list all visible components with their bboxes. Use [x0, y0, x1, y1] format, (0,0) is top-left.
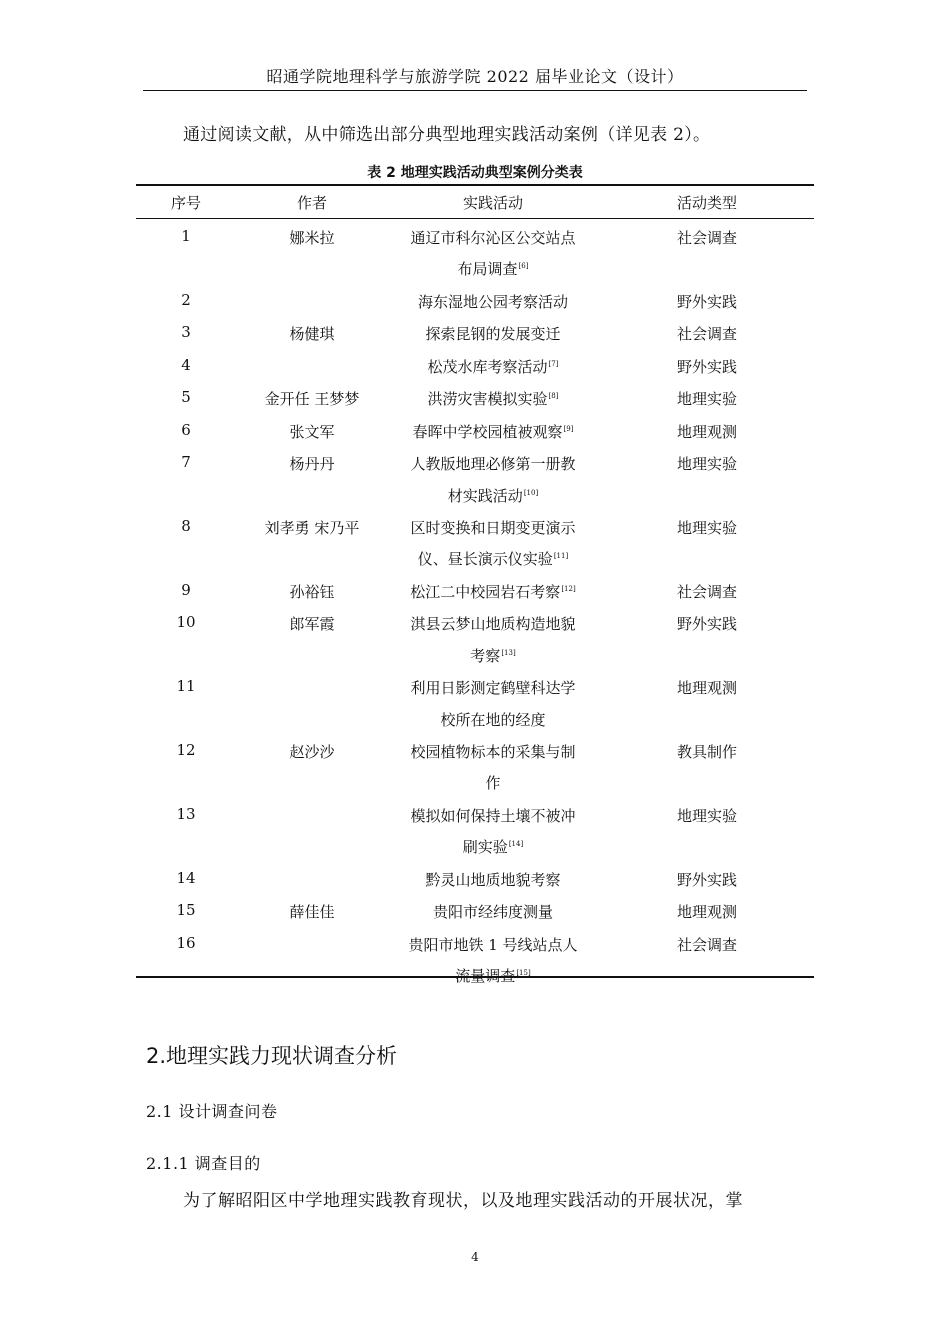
row-activity-line	[393, 291, 593, 312]
row-activity-line	[393, 517, 593, 538]
row-number: 13	[176, 804, 196, 823]
row-activity-line	[393, 421, 593, 442]
citation-ref: [13]	[501, 648, 516, 657]
table-top-rule	[136, 184, 814, 186]
row-number: 4	[181, 355, 191, 374]
row-type: 地理实验	[676, 806, 737, 825]
row-activity-line	[393, 677, 593, 698]
activity-text: 春晖中学校园植被观察	[412, 422, 563, 441]
row-activity-line	[393, 934, 593, 955]
subsubsection-heading: 2.1.1 调查目的	[146, 1154, 261, 1173]
row-type: 野外实践	[676, 870, 737, 889]
page-number: 4	[471, 1250, 479, 1264]
column-header-type: 活动类型	[676, 194, 737, 212]
activity-text: 利用日影测定鹤壁科达学	[410, 679, 576, 698]
row-activity-line	[393, 227, 593, 248]
activity-text: 松茂水库考察活动	[427, 357, 548, 376]
row-number: 12	[176, 741, 196, 759]
row-author: 赵沙沙	[289, 743, 335, 761]
row-type: 野外实践	[676, 357, 737, 376]
column-header-no: 序号	[170, 194, 201, 212]
column-header-activity: 实践活动	[462, 194, 523, 212]
citation-ref: [11]	[553, 552, 569, 561]
row-number: 14	[176, 868, 196, 887]
table-bottom-rule	[136, 976, 814, 978]
citation-ref: [9]	[563, 424, 574, 433]
row-number: 15	[176, 901, 196, 920]
row-number: 3	[181, 323, 191, 342]
row-author: 杨丹丹	[289, 455, 335, 474]
row-activity-line	[393, 772, 593, 793]
row-type: 野外实践	[676, 615, 737, 634]
row-activity-line	[393, 645, 593, 666]
row-activity-line	[393, 709, 593, 730]
row-type: 地理观测	[676, 679, 737, 698]
citation-ref: [12]	[561, 584, 576, 593]
body-paragraph: 为了解昭阳区中学地理实践教育现状，以及地理实践活动的开展状况，掌	[183, 1191, 743, 1211]
row-author: 娜米拉	[289, 229, 335, 247]
running-header: 昭通学院地理科学与旅游学院 2022 届毕业论文（设计）	[266, 67, 684, 86]
activity-text: 贵阳市地铁 1 号线站点人	[408, 935, 578, 954]
activity-text: 洪涝灾害模拟实验	[427, 390, 548, 409]
row-type: 教具制作	[676, 743, 737, 761]
row-activity-line	[393, 836, 593, 857]
row-type: 地理实验	[676, 519, 737, 538]
activity-text: 刷实验	[462, 838, 508, 857]
row-number: 16	[176, 933, 196, 952]
activity-text: 探索昆钢的发展变迁	[425, 325, 561, 344]
activity-text: 布局调查	[457, 260, 518, 279]
row-activity-line	[393, 548, 593, 569]
row-activity-line	[393, 741, 593, 762]
section-heading: 2.地理实践力现状调查分析	[146, 1044, 398, 1068]
activity-text: 通辽市科尔沁区公交站点	[410, 229, 576, 247]
column-header-author: 作者	[296, 194, 327, 212]
activity-text: 松江二中校园岩石考察	[410, 582, 561, 601]
row-type: 地理观测	[676, 903, 737, 922]
header-divider	[143, 90, 807, 91]
row-type: 地理实验	[676, 455, 737, 474]
citation-ref: [10]	[523, 488, 539, 497]
row-activity-line	[393, 869, 593, 890]
row-number: 10	[176, 613, 196, 632]
row-author: 张文军	[289, 422, 335, 441]
row-number: 11	[176, 677, 196, 696]
row-activity-line	[393, 901, 593, 922]
row-number: 9	[181, 580, 191, 599]
table-header-rule	[136, 218, 814, 219]
activity-text: 人教版地理必修第一册教	[410, 455, 576, 474]
row-activity-line	[393, 805, 593, 826]
activity-text: 校园植物标本的采集与制	[410, 743, 576, 761]
row-number: 5	[181, 388, 191, 407]
activity-text: 淇县云梦山地质构造地貌	[410, 615, 576, 634]
citation-ref: [6]	[518, 262, 529, 271]
row-activity-line	[393, 356, 593, 377]
row-author: 孙裕钰	[289, 582, 335, 601]
activity-text: 海东湿地公园考察活动	[417, 292, 568, 311]
row-activity-line	[393, 388, 593, 409]
row-activity-line	[393, 613, 593, 634]
row-type: 地理观测	[676, 422, 737, 441]
row-type: 社会调查	[676, 229, 737, 247]
citation-ref: [14]	[508, 840, 524, 849]
row-author: 杨健琪	[289, 325, 335, 344]
row-activity-line	[393, 323, 593, 344]
row-author: 郎军霞	[289, 615, 335, 634]
activity-text: 作	[485, 774, 501, 793]
row-number: 1	[181, 227, 191, 245]
row-number: 7	[181, 453, 191, 472]
row-number: 2	[181, 290, 191, 309]
row-type: 地理实验	[676, 390, 737, 409]
citation-ref: [8]	[548, 392, 559, 401]
subsection-heading: 2.1 设计调查问卷	[146, 1102, 278, 1121]
row-activity-line	[393, 581, 593, 602]
row-activity-line	[393, 258, 593, 279]
citation-ref: [7]	[548, 359, 559, 368]
activity-text: 考察	[470, 646, 501, 665]
row-type: 社会调查	[676, 582, 737, 601]
activity-text: 材实践活动	[447, 486, 523, 505]
citation-ref: [15]	[516, 968, 531, 977]
activity-text: 黔灵山地质地貌考察	[425, 870, 561, 889]
intro-paragraph: 通过阅读文献，从中筛选出部分典型地理实践活动案例（详见表 2）。	[183, 125, 711, 145]
row-author: 金开任 王梦梦	[264, 390, 360, 409]
activity-text: 流量调查	[455, 966, 516, 985]
activity-text: 模拟如何保持土壤不被冲	[410, 806, 576, 825]
row-author: 刘孝勇 宋乃平	[264, 519, 360, 538]
activity-text: 贵阳市经纬度测量	[432, 903, 553, 922]
activity-text: 校所在地的经度	[440, 710, 546, 729]
row-author: 薛佳佳	[289, 903, 335, 922]
row-number: 8	[181, 517, 191, 536]
row-number: 6	[181, 420, 191, 439]
row-activity-line	[393, 453, 593, 474]
activity-text: 仪、昼长演示仪实验	[417, 550, 553, 569]
row-type: 社会调查	[676, 935, 737, 954]
row-activity-line	[393, 485, 593, 506]
activity-text: 区时变换和日期变更演示	[410, 519, 576, 538]
table-caption: 表 2 地理实践活动典型案例分类表	[367, 165, 583, 181]
row-type: 社会调查	[676, 325, 737, 344]
row-type: 野外实践	[676, 292, 737, 311]
